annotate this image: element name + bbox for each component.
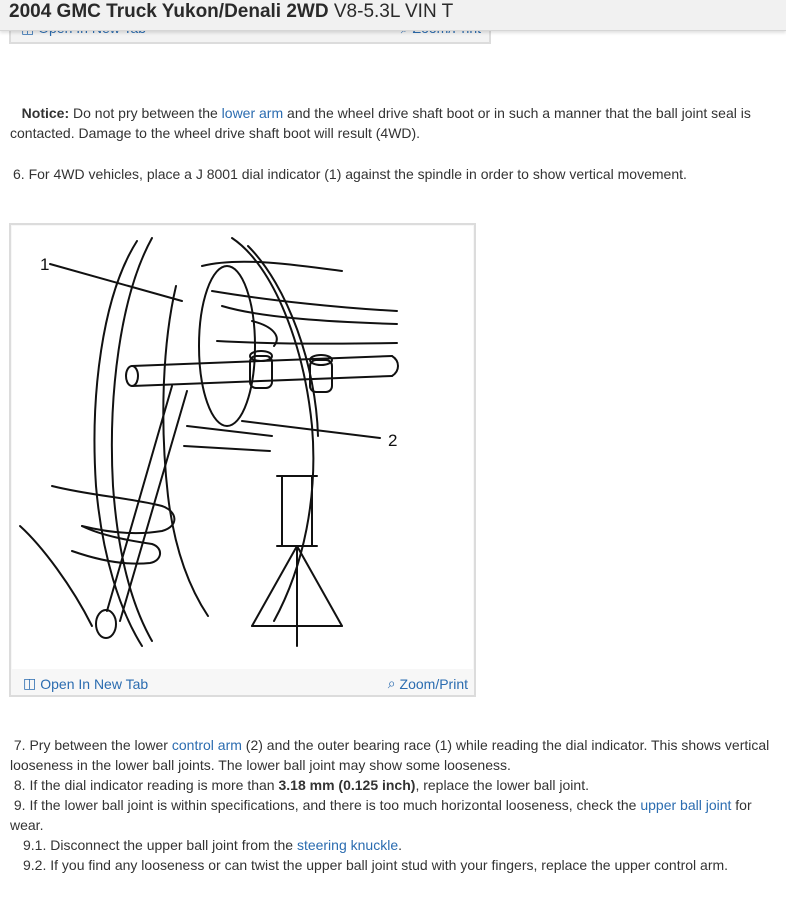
step-7	[10, 735, 780, 775]
step-8-text-2: , replace the lower ball joint.	[415, 777, 589, 793]
zoom-print-link[interactable]	[388, 675, 468, 692]
step-7-text-2: (2) and the outer bearing race (1) while reading the dial indicator. This shows vertical looseness in the lower ball joints. The lower ball joint may show some looseness.	[10, 737, 770, 773]
new-tab-icon: ◫	[23, 675, 37, 691]
notice-text-1: Do not pry between the	[69, 105, 222, 121]
step-9-1-text-2: .	[398, 837, 402, 853]
notice-label: Notice:	[21, 105, 70, 121]
callout-2: 2	[388, 431, 398, 450]
steering-knuckle-link[interactable]: steering knuckle	[296, 837, 399, 853]
step-9-text-2: for wear.	[10, 797, 752, 833]
step-8-text-1: 8. If the dial indicator reading is more than	[13, 777, 279, 793]
open-in-new-tab-link[interactable]	[23, 675, 148, 692]
step-9-text-1: 9. If the lower ball joint is within specifications, and there is too much horizontal looseness, check the	[13, 797, 641, 813]
vehicle-title: 2004 GMC Truck Yukon/Denali 2WD	[9, 1, 329, 22]
step-6: 6. For 4WD vehicles, place a J 8001 dial indicator (1) against the spindle in order to show vertical movement.	[13, 166, 687, 182]
step-9-2: 9.2. If you find any looseness or can twist the upper ball joint stud with your fingers, replace the upper control arm.	[23, 857, 729, 873]
zoom-print-label: Zoom/Print	[399, 675, 468, 692]
lower-arm-link[interactable]: lower arm	[221, 105, 284, 121]
step-8-spec: 3.18 mm (0.125 inch)	[278, 777, 416, 793]
control-arm-link[interactable]: control arm	[171, 737, 242, 753]
dial-indicator-illustration	[12, 226, 473, 669]
callout-1: 1	[40, 255, 50, 274]
zoom-icon: ⌕	[387, 675, 396, 691]
engine-title: V8-5.3L VIN T	[333, 1, 454, 22]
step-9	[10, 795, 780, 835]
step-9-1-text-1: 9.1. Disconnect the upper ball joint from the	[23, 837, 297, 853]
step-8	[10, 775, 780, 795]
open-in-new-tab-label: Open In New Tab	[40, 675, 149, 692]
illustration-figure	[9, 223, 476, 697]
page-title	[9, 1, 453, 23]
notice-paragraph	[10, 103, 770, 143]
notice-text-2: and the wheel drive shaft boot or in such a manner that the ball joint seal is contacted. Damage to the wheel drive shaft boot will result (4WD).	[10, 105, 751, 141]
step-9-1	[23, 835, 773, 855]
page-header	[0, 0, 786, 31]
upper-ball-joint-link[interactable]: upper ball joint	[640, 797, 732, 813]
step-7-text-1: 7. Pry between the lower	[13, 737, 172, 753]
